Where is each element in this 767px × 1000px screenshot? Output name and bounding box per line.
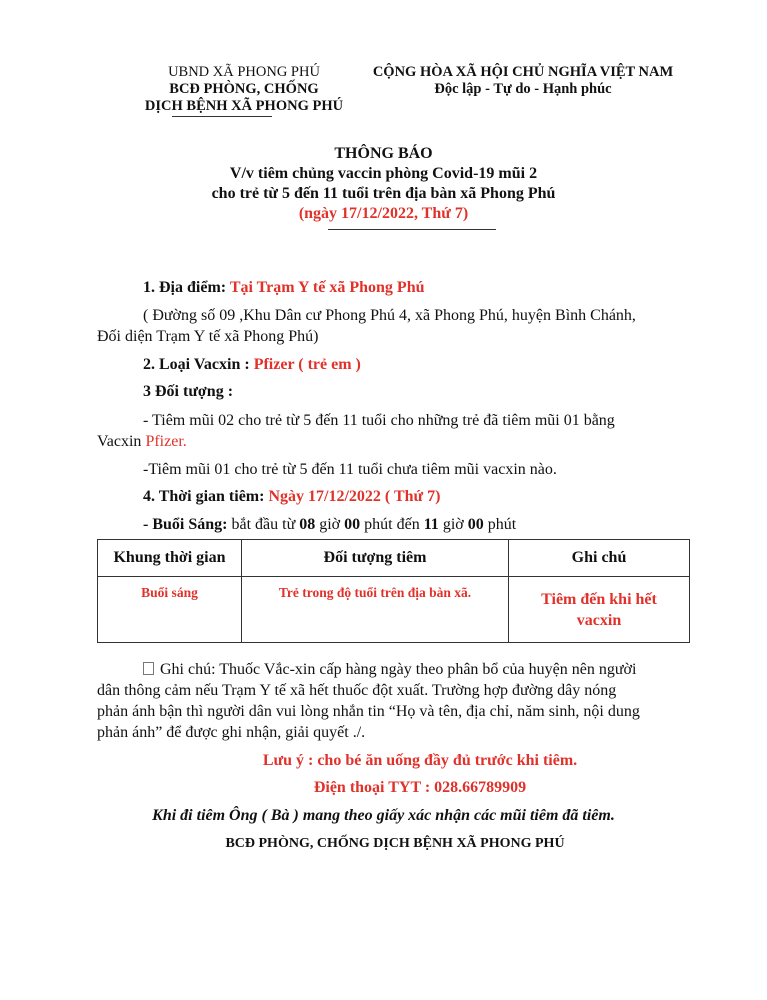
issuer-underline [172,116,272,117]
issuer-line-3: DỊCH BỆNH XÃ PHONG PHÚ [144,98,344,114]
table-cell-note-line-1: Tiêm đến khi hết [541,590,657,608]
table-cell-note [509,577,690,643]
table-header-time: Khung thời gian [98,540,242,577]
note-line-1 [143,659,636,680]
target-item-2: -Tiêm mũi 01 cho trẻ từ 5 đến 11 tuổi chưa tiêm mũi vacxin nào. [143,461,557,478]
time-value: Ngày 17/12/2022 ( Thứ 7) [268,488,441,505]
session-text-phut-1: phút đến [360,516,424,533]
session-start-hour: 08 [299,516,316,533]
session-text-gio-2: giờ [438,516,468,533]
vaccine-row [143,354,361,375]
signature: BCĐ PHÒNG, CHỐNG DỊCH BỆNH XÃ PHONG PHÚ [225,836,565,851]
hotline: Điện thoại TYT : 028.66789909 [313,779,527,796]
location-row [143,277,425,298]
target-item-1-line-1: - Tiêm mũi 02 cho trẻ từ 5 đến 11 tuổi cho những trẻ đã tiêm mũi 01 bằng [143,412,615,429]
target-item-1-prefix: Vacxin [97,433,146,450]
reminder: Lưu ý : cho bé ăn uống đầy đủ trước khi tiêm. [262,752,578,769]
checkbox-bullet-icon [143,662,154,675]
table-header-row [98,540,690,577]
issuer-line-2: BCĐ PHÒNG, CHỐNG [169,81,319,97]
note-text-1: Ghi chú: Thuốc Vắc-xin cấp hàng ngày theo phân bổ của huyện nên người [160,661,637,678]
location-value: Tại Trạm Y tế xã Phong Phú [229,279,425,296]
table-header-target: Đối tượng tiêm [242,540,509,577]
session-end-hour: 11 [423,516,439,533]
bring-documents-note: Khi đi tiêm Ông ( Bà ) mang theo giấy xác nhận các mũi tiêm đã tiêm. [152,807,615,824]
target-vaccine-name: Pfizer. [145,433,187,450]
issuer-line-1: UBND XÃ PHONG PHÚ [168,64,320,80]
vaccine-value: Pfizer ( trẻ em ) [253,356,361,373]
schedule-table [97,539,690,643]
time-label: 4. Thời gian tiêm: [143,488,269,505]
note-line-2: dân thông cảm nếu Trạm Y tế xã hết thuốc đột xuất. Trường hợp đường dây nóng [97,682,617,699]
location-address-line-1: ( Đường số 09 ,Khu Dân cư Phong Phú 4, xã Phong Phú, huyện Bình Chánh, [143,307,636,324]
note-line-4: phản ánh” để được ghi nhận, giải quyết ./. [97,724,366,741]
table-cell-target: Trẻ trong độ tuổi trên địa bàn xã. [242,577,509,643]
session-row [143,514,516,535]
location-label: 1. Địa điểm: [143,279,230,296]
target-item-1-line-2 [97,431,187,452]
notice-heading: THÔNG BÁO [334,145,433,162]
table-header-note: Ghi chú [509,540,690,577]
location-address-line-2: Đối diện Trạm Y tế xã Phong Phú) [97,328,319,345]
target-label: 3 Đối tượng : [143,383,234,400]
session-end-minute: 00 [467,516,484,533]
session-label: - Buổi Sáng: [143,516,232,533]
table-cell-note-line-2: vacxin [576,611,622,629]
nation-block [356,64,690,98]
notice-subject-line-1: V/v tiêm chủng vaccin phòng Covid-19 mũi 2 [229,165,538,182]
table-cell-time: Buổi sáng [98,577,242,643]
table-row [98,577,690,643]
nation-name: CỘNG HÒA XÃ HỘI CHỦ NGHĨA VIỆT NAM [372,64,674,80]
notice-date: (ngày 17/12/2022, Thứ 7) [298,205,469,222]
notice-subject-line-2: cho trẻ từ 5 đến 11 tuổi trên địa bàn xã Phong Phú [211,185,556,202]
time-row [143,486,440,507]
session-text-phut-2: phút [483,516,517,533]
issuer-block [138,64,350,115]
title-underline [328,229,496,230]
nation-motto: Độc lập - Tự do - Hạnh phúc [434,81,612,97]
session-start-minute: 00 [344,516,361,533]
vaccine-label: 2. Loại Vacxin : [143,356,254,373]
session-text-gio-1: giờ [315,516,345,533]
note-line-3: phản ánh bận thì người dân vui lòng nhắn tin “Họ và tên, địa chỉ, năm sinh, nội dung [97,703,640,720]
session-text-start: bắt đầu từ [231,516,300,533]
